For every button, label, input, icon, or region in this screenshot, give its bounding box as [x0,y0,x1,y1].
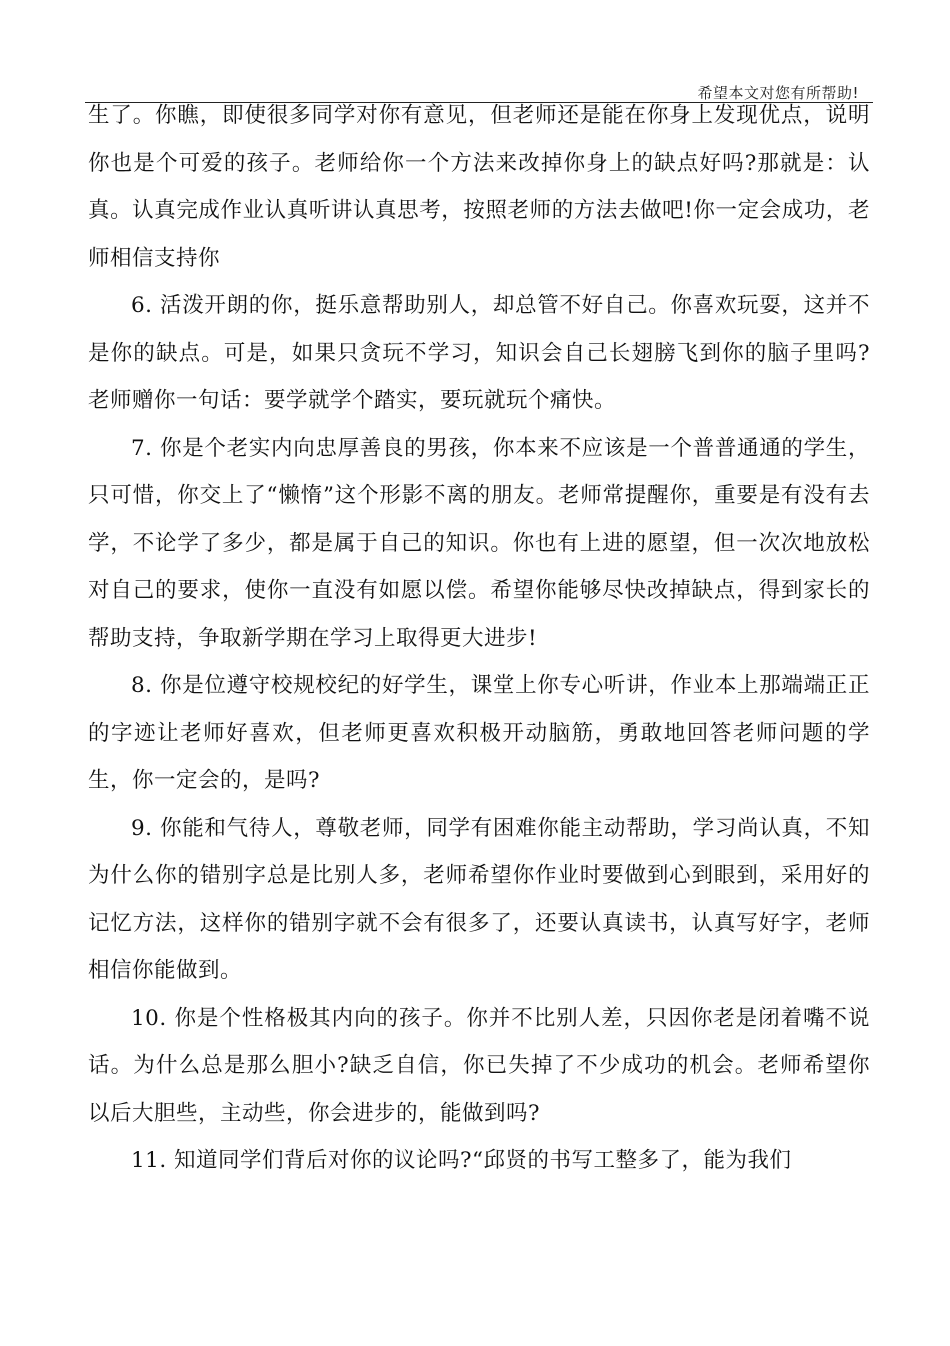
paragraph-9: 9. 你能和气待人，尊敬老师，同学有困难你能主动帮助，学习尚认真，不知为什么你的错别字总是比别人多，老师希望你作业时要做到心到眼到，采用好的记忆方法，这样你的错别字就不会有很多了，还要认真读书，认真写好字，老师相信你能做到。 [88,815,870,983]
document-body [88,92,870,1185]
header-text: 希望本文对您有所帮助! [697,84,859,102]
paragraph-10: 10. 你是个性格极其内向的孩子。你并不比别人差，只因你老是闭着嘴不说话。为什么总是那么胆小?缺乏自信，你已失掉了不少成功的机会。老师希望你以后大胆些，主动些，你会进步的，能做到吗? [88,1005,870,1126]
paragraph-8: 8. 你是位遵守校规校纪的好学生，课堂上你专心听讲，作业本上那端端正正的字迹让老师好喜欢，但老师更喜欢积极开动脑筋，勇敢地回答老师问题的学生，你一定会的，是吗? [88,673,870,793]
paragraph-11: 11. 知道同学们背后对你的议论吗?“邱贤的书写工整多了，能为我们 [131,1148,792,1173]
paragraph-6: 6. 活泼开朗的你，挺乐意帮助别人，却总管不好自己。你喜欢玩耍，这并不是你的缺点。可是，如果只贪玩不学习，知识会自己长翅膀飞到你的脑子里吗?老师赠你一句话：要学就学个踏实，要玩就玩个痛快。 [88,293,870,413]
paragraph-continuation: 生了。你瞧，即使很多同学对你有意见，但老师还是能在你身上发现优点，说明你也是个可爱的孩子。老师给你一个方法来改掉你身上的缺点好吗?那就是：认真。认真完成作业认真听讲认真思考，按照老师的方法去做吧!你一定会成功，老师相信支持你 [88,103,870,271]
paragraph-7: 7. 你是个老实内向忠厚善良的男孩，你本来不应该是一个普普通通的学生，只可惜，你交上了“懒惰”这个形影不离的朋友。老师常提醒你，重要是有没有去学，不论学了多少，都是属于自己的知识。你也有上进的愿望，但一次次地放松对自己的要求，使你一直没有如愿以偿。希望你能够尽快改掉缺点，得到家长的帮助支持，争取新学期在学习上取得更大进步! [88,435,870,651]
